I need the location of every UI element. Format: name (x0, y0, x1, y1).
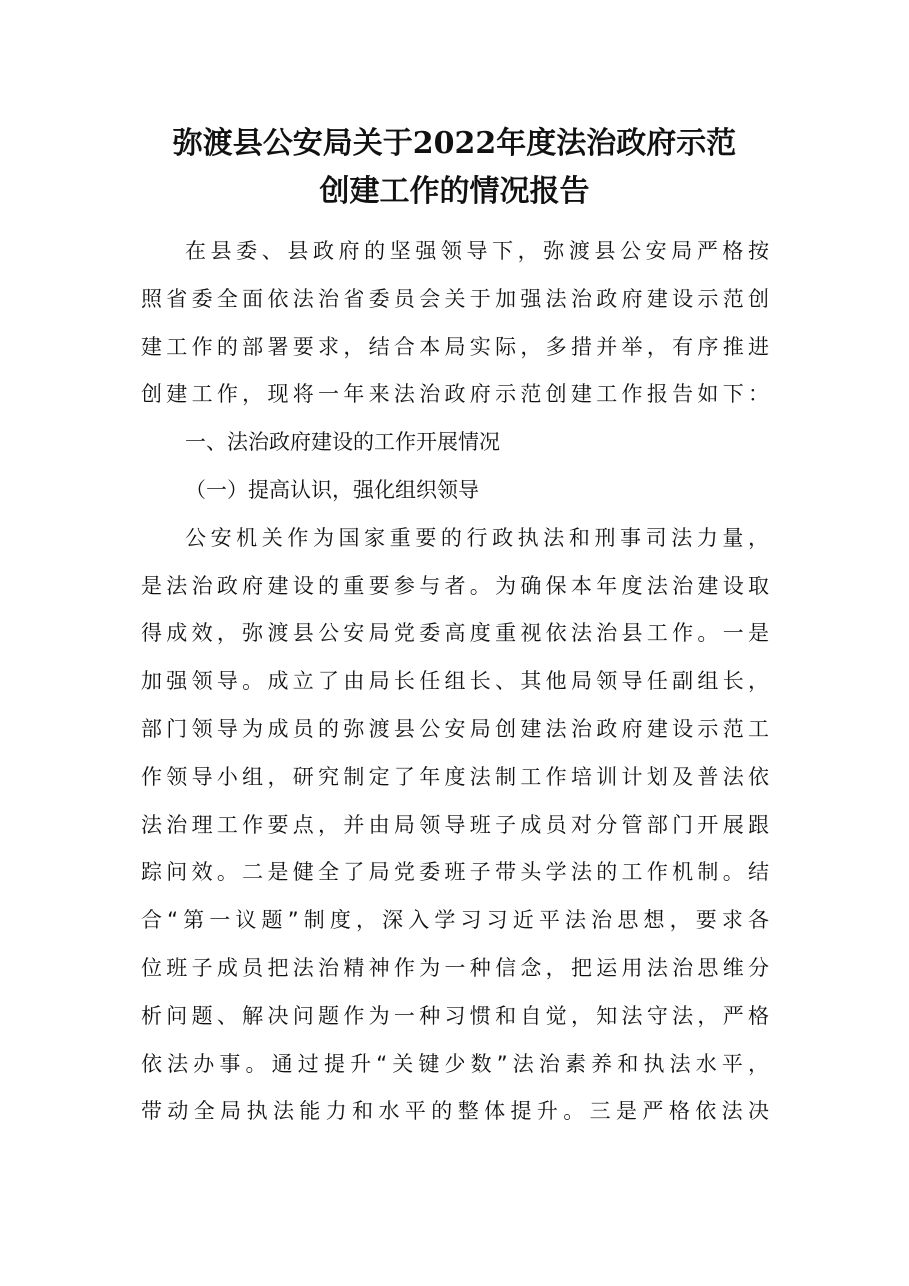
subsection-heading-1: （一）提高认识，强化组织领导 (185, 477, 479, 502)
paragraph-1-line-1: 在县委、县政府的坚强领导下，弥渡县公安局严格按 (185, 239, 769, 263)
section-heading-1: 一、法治政府建设的工作开展情况 (185, 430, 500, 455)
paragraph-1-line-3: 建工作的部署要求，结合本局实际，多措并举，有序推进 (141, 334, 769, 359)
title-line-2: 创建工作的情况报告 (319, 173, 590, 209)
paragraph-2-line-1: 公安机关作为国家重要的行政执法和刑事司法力量， (185, 525, 769, 550)
paragraph-1-line-2: 照省委全面依法治省委员会关于加强法治政府建设示范创 (141, 286, 769, 311)
paragraph-2-line-4: 加强领导。成立了由局长任组长、其他局领导任副组长， (141, 669, 769, 694)
document-body (141, 228, 769, 1136)
paragraph-2-line-8: 踪问效。二是健全了局党委班子带头学法的工作机制。结 (141, 860, 769, 885)
document-title (100, 120, 809, 216)
paragraph-2-line-3: 得成效，弥渡县公安局党委高度重视依法治县工作。一是 (141, 621, 769, 646)
paragraph-2-line-10: 位班子成员把法治精神作为一种信念，把运用法治思维分 (141, 955, 769, 980)
paragraph-2-line-7: 法治理工作要点，并由局领导班子成员对分管部门开展跟 (141, 812, 769, 837)
paragraph-2-line-13: 带动全局执法能力和水平的整体提升。三是严格依法决 (141, 1099, 769, 1124)
title-line-1: 弥渡县公安局关于2022年度法治政府示范 (172, 126, 737, 161)
paragraph-2-line-2: 是法治政府建设的重要参与者。为确保本年度法治建设取 (141, 573, 769, 598)
paragraph-2-line-9: 合“第一议题”制度，深入学习习近平法治思想，要求各 (141, 908, 769, 933)
paragraph-1-line-4: 创建工作，现将一年来法治政府示范创建工作报告如下： (141, 382, 769, 407)
paragraph-2-line-12: 依法办事。通过提升“关键少数”法治素养和执法水平， (141, 1051, 769, 1076)
paragraph-2-line-11: 析问题、解决问题作为一种习惯和自觉，知法守法，严格 (141, 1003, 769, 1028)
paragraph-2-line-5: 部门领导为成员的弥渡县公安局创建法治政府建设示范工 (141, 716, 769, 741)
paragraph-2-line-6: 作领导小组，研究制定了年度法制工作培训计划及普法依 (141, 764, 769, 789)
